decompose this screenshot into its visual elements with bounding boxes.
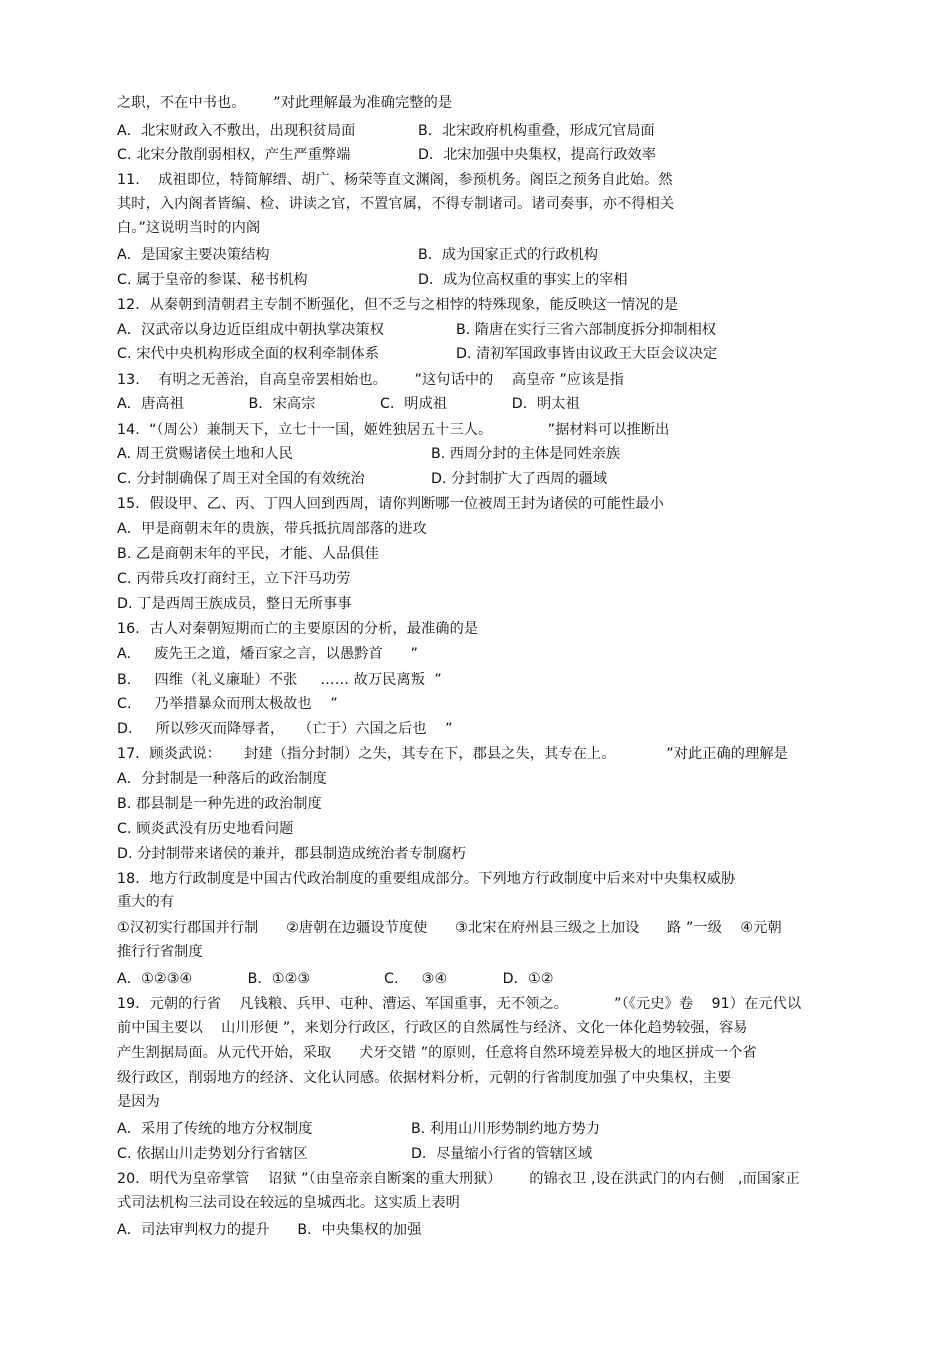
option-line: A. 周王赏赐诸侯土地和人民 [117,446,293,462]
option-right: D．成为位高权重的事实上的宰相 [418,272,628,288]
option-line: C. 宋代中央机构形成全面的权利牵制体系 [117,346,380,362]
option-line: C. 丙带兵攻打商纣王，立下汗马功劳 [117,571,351,587]
text-line: 重大的有 [117,894,175,910]
option-line: A. 废先王之道，燔百家之言，以愚黔首 ” [117,646,418,662]
question-13: 13. 有明之无善治，自高皇帝罢相始也。 ”这句话中的 高皇帝 ”应该是指 [117,372,624,388]
option-line: A．唐高祖 B．宋高宗 C．明成祖 D．明太祖 [117,396,580,412]
question-14: 14. “（周公）兼制天下，立七十一国，姬姓独居五十三人。 ”据材料可以推断出 [117,422,670,438]
option-right: B．成为国家正式的行政机构 [418,247,598,263]
option-line: A．分封制是一种落后的政治制度 [117,771,327,787]
option-right: B．北宋政府机构重叠，形成冗官局面 [418,123,655,139]
question-19: 19．元朝的行省 凡钱粮、兵甲、屯种、漕运、军国重事，无不领之。 ”（《元史》卷 91）在元代以 [117,996,802,1012]
option-right: B. 隋唐在实行三省六部制度拆分抑制相权 [456,322,716,338]
option-line: A．甲是商朝末年的贵族，带兵抵抗周部落的进攻 [117,521,427,537]
option-line: B. 乙是商朝末年的平民，才能、人品俱佳 [117,546,379,562]
text-line: 是因为 [117,1094,160,1110]
question-12: 12．从秦朝到清朝君主专制不断强化，但不乏与之相悖的特殊现象，能反映这一情况的是 [117,297,679,313]
option-right: D. 清初军国政事皆由议政王大臣会议决定 [456,346,718,362]
option-line: A．采用了传统的地方分权制度 [117,1121,313,1137]
option-line: D. 丁是西周王族成员，整日无所事事 [117,596,352,612]
text-line: 产生割据局面。从元代开始，采取 犬牙交错 ”的原则，任意将自然环境差异极大的地区拼成一个省 [117,1045,757,1061]
question-16: 16．古人对秦朝短期而亡的主要原因的分析，最准确的是 [117,621,479,637]
question-20: 20．明代为皇帝掌管 诏狱 ”（由皇帝亲自断案的重大刑狱） 的锦衣卫 ,设在洪武门的内右侧 ,而国家正 [117,1171,800,1187]
text-line: 推行行省制度 [117,944,203,960]
text-line: 式司法机构三法司设在较远的皇城西北。这实质上表明 [117,1195,460,1211]
option-line: C. 分封制确保了周王对全国的有效统治 [117,471,365,487]
option-line: A．司法审判权力的提升 B．中央集权的加强 [117,1222,422,1238]
option-line: A．①②③④ B．①②③ C. ③④ D．①② [117,971,554,987]
text-line: 白。”这说明当时的内阁 [117,220,261,236]
option-right: B. 利用山川形势制约地方势力 [411,1121,601,1137]
option-line: C. 顾炎武没有历史地看问题 [117,821,294,837]
text-line: 前中国主要以 山川形便 ”，来划分行政区，行政区的自然属性与经济、文化一体化趋势较强，容易 [117,1020,748,1036]
option-right: D．北宋加强中央集权，提高行政效率 [418,147,656,163]
text-line: 其时，入内阁者皆编、检、讲读之官，不置官属，不得专制诸司。诸司奏事，亦不得相关 [117,196,675,212]
option-line: C. 北宋分散削弱相权，产生严重弊端 [117,147,351,163]
question-15: 15．假设甲、乙、丙、丁四人回到西周，请你判断哪一位被周王封为诸侯的可能性最小 [117,496,664,512]
option-line: A．汉武帝以身边近臣组成中朝执掌决策权 [117,322,384,338]
text-line: ①汉初实行郡国并行制 ②唐朝在边疆设节度使 ③北宋在府州县三级之上加设 路 ”一级 ④元朝 [117,920,782,936]
option-line: A．北宋财政入不敷出，出现积贫局面 [117,123,356,139]
option-line: B. 郡县制是一种先进的政治制度 [117,796,322,812]
text-line: 级行政区，削弱地方的经济、文化认同感。依据材料分析，元朝的行省制度加强了中央集权，主要 [117,1070,732,1086]
option-right: B. 西周分封的主体是同姓亲族 [431,446,621,462]
option-line: C. 依据山川走势划分行省辖区 [117,1146,308,1162]
option-line: D. 所以殄灭而降辱者， （亡于）六国之后也 ” [117,721,453,737]
option-right: D．尽量缩小行省的管辖区域 [411,1146,593,1162]
option-line: B. 四维（礼义廉耻）不张 …… 故万民离叛 ” [117,672,442,688]
question-18: 18．地方行政制度是中国古代政治制度的重要组成部分。下列地方行政制度中后来对中央集权威胁 [117,871,736,887]
option-line: C. 乃举措暴众而刑太极故也 ” [117,696,338,712]
question-11: 11. 成祖即位，特简解缙、胡广、杨荣等直文渊阁，参预机务。阁臣之预务自此始。然 [117,172,673,188]
option-line: C. 属于皇帝的参谋、秘书机构 [117,272,308,288]
text-line: 之职，不在中书也。 ”对此理解最为准确完整的是 [117,95,453,111]
question-17: 17．顾炎武说： 封建（指分封制）之失，其专在下，郡县之失，其专在上。 ”对此正确的理解是 [117,746,788,762]
option-right: D. 分封制扩大了西周的疆域 [431,471,608,487]
option-line: A．是国家主要决策结构 [117,247,270,263]
option-line: D. 分封制带来诸侯的兼并，郡县制造成统治者专制腐朽 [117,846,466,862]
